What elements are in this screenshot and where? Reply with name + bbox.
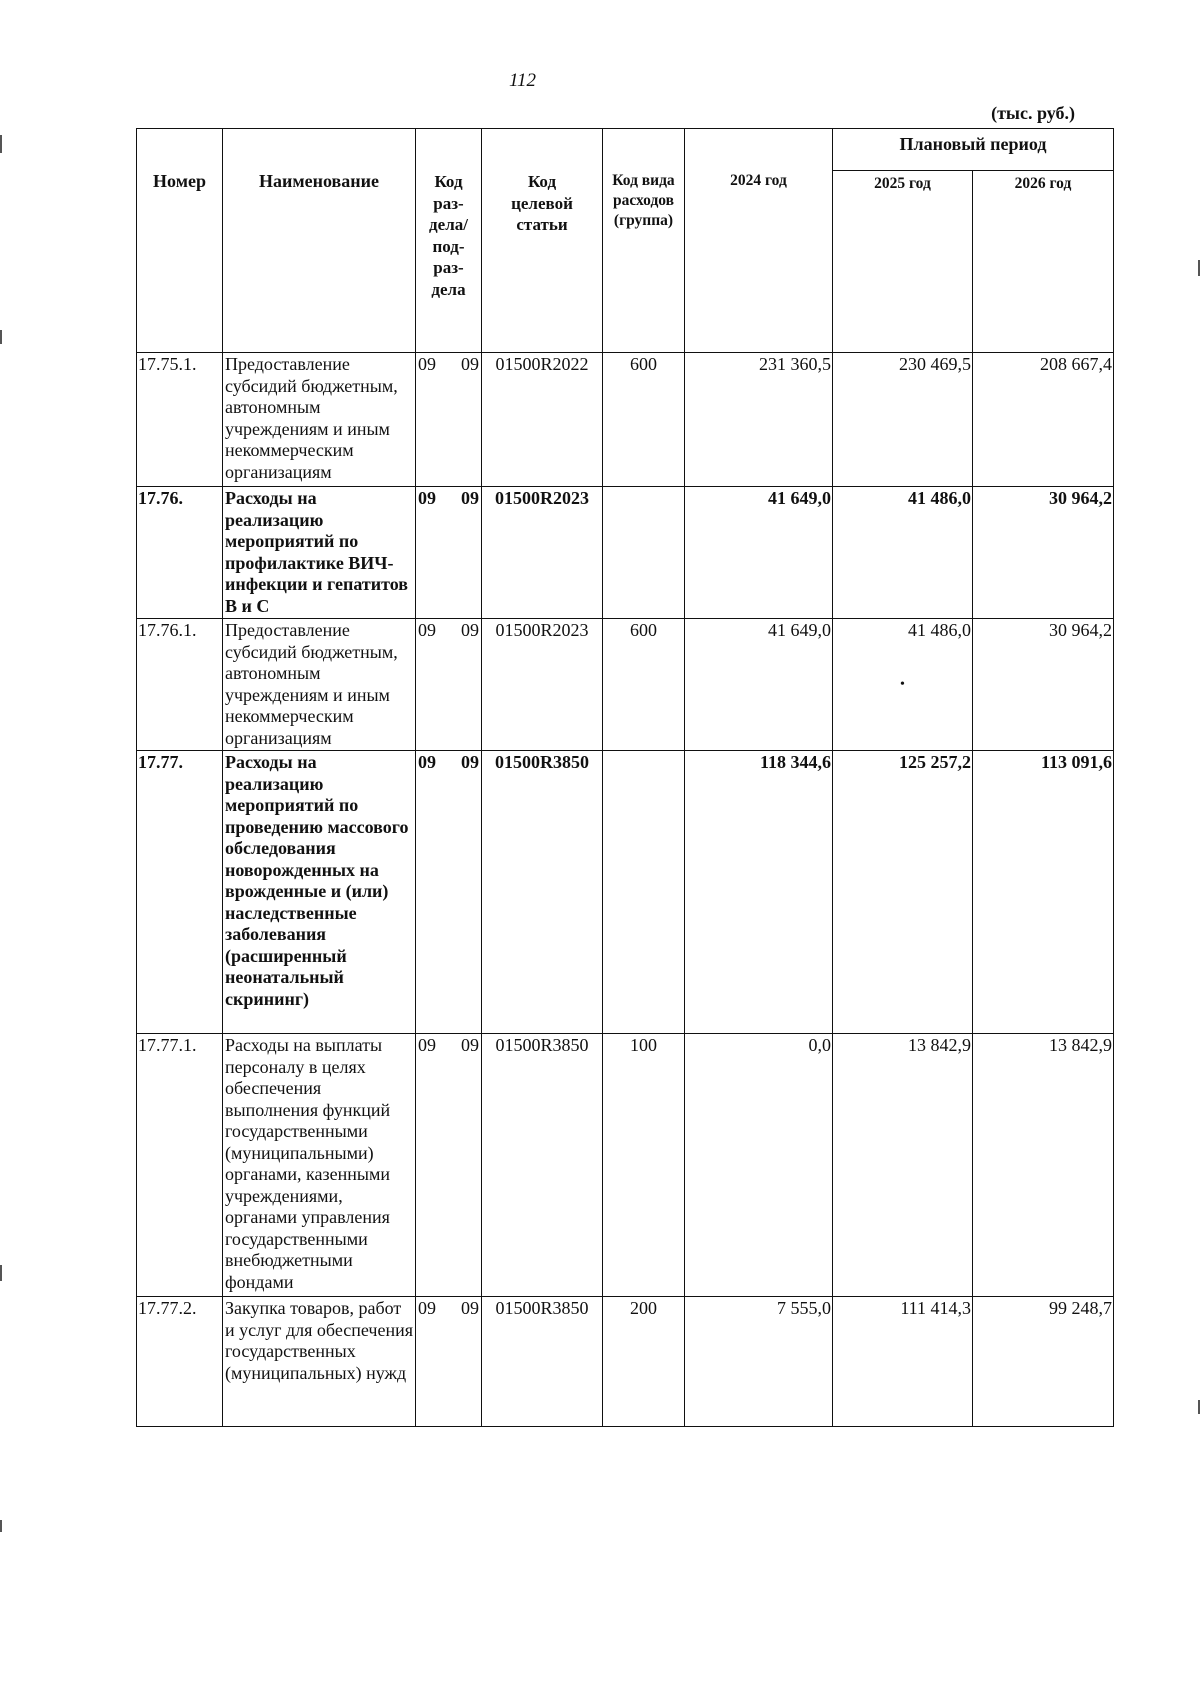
row-value-2024: 118 344,6: [685, 751, 833, 1034]
row-number: 17.76.1.: [137, 619, 223, 751]
row-value-2024: 0,0: [685, 1034, 833, 1297]
row-value-2024: 41 649,0: [685, 487, 833, 619]
units-label: (тыс. руб.): [991, 103, 1075, 123]
row-value-2025: 125 257,2: [833, 751, 973, 1034]
row-name: Расходы на выплаты персоналу в целях обеспечения выполнения функций государственными (муниципальными) органами, казенными учреждениями, органами управления государственными внебюджетными фондами: [223, 1034, 416, 1297]
row-value-2026: 13 842,9: [973, 1034, 1114, 1297]
row-section-code: 09 09: [416, 619, 482, 751]
scan-edge-mark: [0, 1520, 2, 1532]
table-row: [137, 353, 1114, 487]
row-section-code: 09 09: [416, 1297, 482, 1427]
row-expense-type: 600: [603, 619, 685, 751]
row-value-2024: 41 649,0: [685, 619, 833, 751]
header-expense-type: Код вида расходов (группа): [603, 129, 685, 353]
header-year-2025: 2025 год: [833, 171, 973, 353]
row-value-2025: 13 842,9: [833, 1034, 973, 1297]
row-number: 17.77.2.: [137, 1297, 223, 1427]
row-value-2026: 30 964,2: [973, 619, 1114, 751]
row-value-2025: 230 469,5: [833, 353, 973, 487]
scan-edge-mark: [0, 330, 2, 344]
scan-edge-mark: [0, 135, 2, 153]
header-section-code: Код раз- дела/ под- раз- дела: [416, 129, 482, 353]
row-section-code: 09 09: [416, 1034, 482, 1297]
row-section-code: 09 09: [416, 487, 482, 619]
row-expense-type: 600: [603, 353, 685, 487]
stray-dot-mark: •: [900, 676, 905, 692]
row-value-2025: 41 486,0: [833, 487, 973, 619]
row-target-code: 01500R2023: [482, 619, 603, 751]
table-row: [137, 751, 1114, 1034]
budget-table: [136, 128, 1114, 1427]
row-number: 17.75.1.: [137, 353, 223, 487]
header-year-2026: 2026 год: [973, 171, 1114, 353]
row-expense-type: 100: [603, 1034, 685, 1297]
header-number: Номер: [137, 129, 223, 353]
page-number: 112: [508, 70, 537, 91]
header-plan-period: Плановый период: [833, 129, 1114, 171]
row-value-2025: 41 486,0 •: [833, 619, 973, 751]
row-expense-type: 200: [603, 1297, 685, 1427]
row-target-code: 01500R3850: [482, 1034, 603, 1297]
row-name: Закупка товаров, работ и услуг для обеспечения государственных (муниципальных) нужд: [223, 1297, 416, 1427]
table-row: [137, 487, 1114, 619]
row-target-code: 01500R3850: [482, 1297, 603, 1427]
scan-edge-mark: [0, 1265, 2, 1281]
row-value-2026: 208 667,4: [973, 353, 1114, 487]
header-name: Наименование: [223, 129, 416, 353]
row-expense-type: [603, 751, 685, 1034]
row-number: 17.77.1.: [137, 1034, 223, 1297]
row-value-2024: 231 360,5: [685, 353, 833, 487]
row-value-2026: 99 248,7: [973, 1297, 1114, 1427]
row-name: Предоставление субсидий бюджетным, автономным учреждениям и иным некоммерческим организациям: [223, 353, 416, 487]
header-year-2024: 2024 год: [685, 129, 833, 353]
table-row: [137, 1297, 1114, 1427]
row-number: 17.77.: [137, 751, 223, 1034]
row-target-code: 01500R2023: [482, 487, 603, 619]
table-row: [137, 619, 1114, 751]
row-name: Предоставление субсидий бюджетным, автономным учреждениям и иным некоммерческим организациям: [223, 619, 416, 751]
table-row: [137, 1034, 1114, 1297]
row-target-code: 01500R3850: [482, 751, 603, 1034]
row-name: Расходы на реализацию мероприятий по профилактике ВИЧ-инфекции и гепатитов В и С: [223, 487, 416, 619]
row-value-2026: 30 964,2: [973, 487, 1114, 619]
row-section-code: 09 09: [416, 751, 482, 1034]
row-expense-type: [603, 487, 685, 619]
row-name: Расходы на реализацию мероприятий по проведению массового обследования новорожденных на врожденные и (или) наследственные заболевания (расширенный неонатальный скрининг): [223, 751, 416, 1034]
row-target-code: 01500R2022: [482, 353, 603, 487]
header-target-code: Код целевой статьи: [482, 129, 603, 353]
row-section-code: 09 09: [416, 353, 482, 487]
row-value-2024: 7 555,0: [685, 1297, 833, 1427]
row-value-2026: 113 091,6: [973, 751, 1114, 1034]
row-number: 17.76.: [137, 487, 223, 619]
row-value-2025: 111 414,3: [833, 1297, 973, 1427]
